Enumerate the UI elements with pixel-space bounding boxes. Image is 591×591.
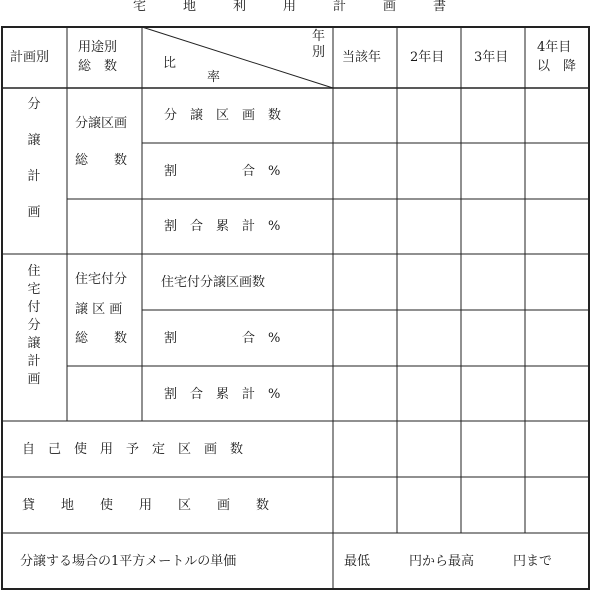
sale-ratio-label: 割 合 % <box>164 164 281 179</box>
housing-lot-count-label: 住宅付分譲区画数 <box>161 275 266 290</box>
unit-price-range: 最低 円から最高 円まで <box>344 554 553 569</box>
year-header-1: 年 <box>312 29 326 44</box>
sale-cumulative-label: 割 合 累 計 % <box>164 219 281 234</box>
sale-total-line2: 総 数 <box>75 153 128 168</box>
sale-plan-label: 分 譲 計 画 <box>27 97 41 220</box>
sale-lot-count-label: 分 譲 区 画 数 <box>164 108 282 123</box>
col-year-4-line1: 4年目 <box>537 40 572 55</box>
housing-total-line2: 譲 区 画 <box>75 302 123 317</box>
col-current-year: 当該年 <box>342 50 382 65</box>
housing-total-line3: 総 数 <box>75 331 128 346</box>
ratio-header: 比 <box>163 56 177 71</box>
sale-total-line1: 分譲区画 <box>75 116 128 131</box>
year-header-2: 別 <box>312 45 326 60</box>
self-use-lots-label: 自 己 使 用 予 定 区 画 数 <box>22 442 244 457</box>
use-header-line2: 総 数 <box>78 59 118 74</box>
col-year-4-line2: 以 降 <box>537 59 577 74</box>
document-title: 宅 地 利 用 計 画 書 <box>132 0 458 14</box>
col-year-2: 2年目 <box>410 50 445 65</box>
col-year-3: 3年目 <box>474 50 509 65</box>
housing-total-line1: 住宅付分 <box>75 272 128 287</box>
housing-plan-label: 住 宅 付 分 譲 計 画 <box>27 264 41 387</box>
housing-ratio-label: 割 合 % <box>164 331 281 346</box>
unit-price-label: 分譲する場合の1平方メートルの単価 <box>20 554 237 569</box>
ratio-header-2: 率 <box>207 70 221 85</box>
lease-lots-label: 貸 地 使 用 区 画 数 <box>22 498 270 513</box>
plan-header: 計画別 <box>10 50 50 65</box>
use-header-line1: 用途別 <box>78 40 118 55</box>
housing-cumulative-label: 割 合 累 計 % <box>164 387 281 402</box>
